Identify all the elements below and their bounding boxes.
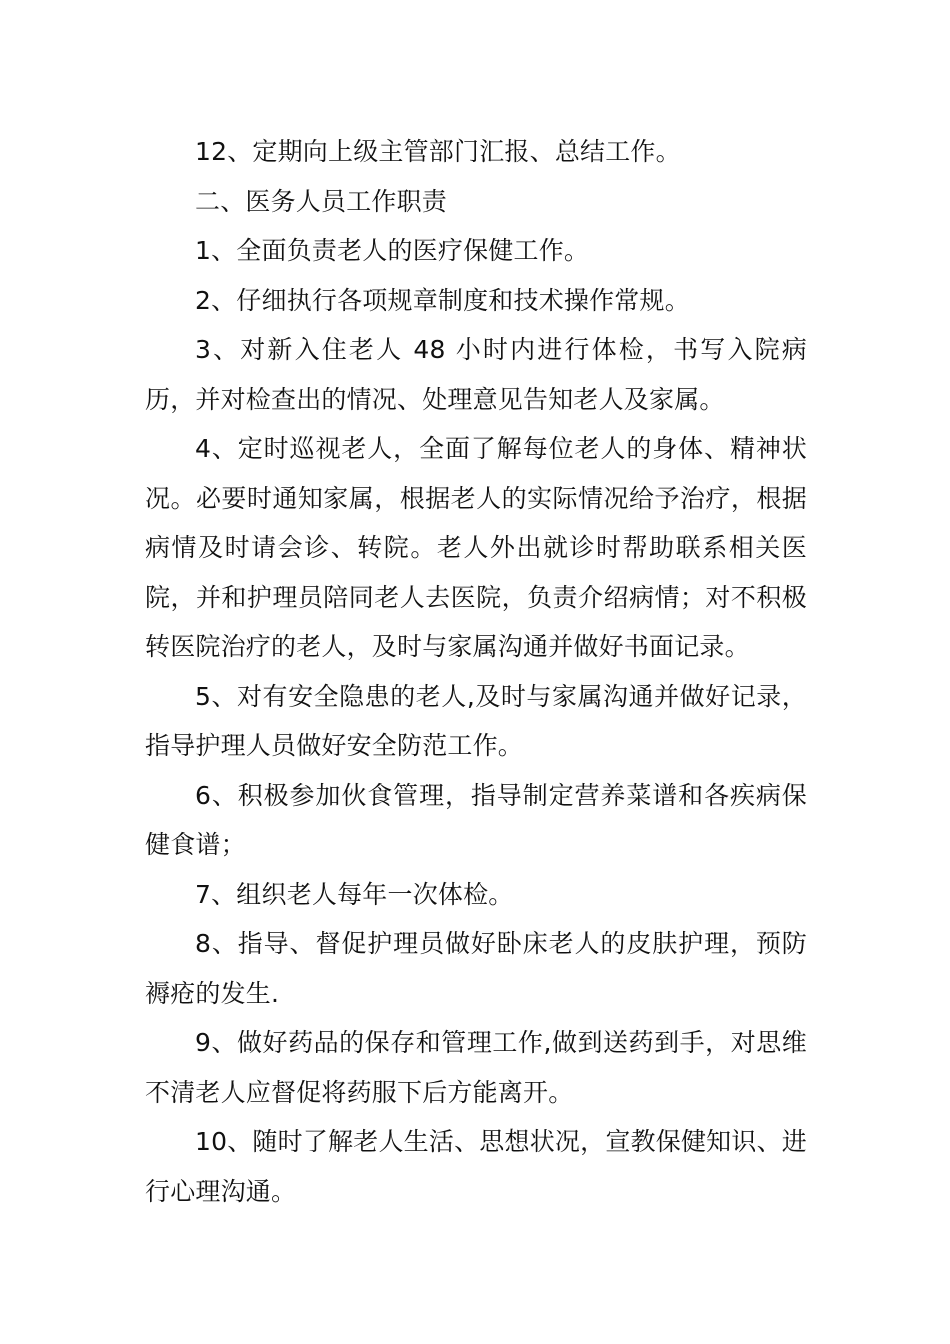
paragraph-item-3: 3、对新入住老人 48 小时内进行体检，书写入院病历，并对检查出的情况、处理意见告知老人及家属。 xyxy=(145,335,807,414)
section-heading-medical-staff-duties: 二、医务人员工作职责 xyxy=(195,186,448,216)
paragraph-item-6: 6、积极参加伙食管理，指导制定营养菜谱和各疾病保健食谱； xyxy=(145,780,807,859)
paragraph-item-9: 9、做好药品的保存和管理工作,做到送药到手，对思维不清老人应督促将药服下后方能离开。 xyxy=(145,1028,807,1107)
paragraph-item-2: 2、仔细执行各项规章制度和技术操作常规。 xyxy=(195,285,690,315)
document-body xyxy=(145,127,807,1216)
paragraph-item-8: 8、指导、督促护理员做好卧床老人的皮肤护理，预防褥疮的发生. xyxy=(145,929,807,1008)
paragraph-item-12-report: 12、定期向上级主管部门汇报、总结工作。 xyxy=(195,137,681,166)
paragraph-item-7: 7、组织老人每年一次体检。 xyxy=(195,879,514,909)
paragraph-item-4: 4、定时巡视老人，全面了解每位老人的身体、精神状况。必要时通知家属，根据老人的实际情况给予治疗，根据病情及时请会诊、转院。老人外出就诊时帮助联系相关医院，并和护理员陪同老人去医院，负责介绍病情；对不积极转医院治疗的老人，及时与家属沟通并做好书面记录。 xyxy=(145,434,807,661)
paragraph-item-10: 10、随时了解老人生活、思想状况，宣教保健知识、进行心理沟通。 xyxy=(145,1127,807,1206)
paragraph-item-1: 1、全面负责老人的医疗保健工作。 xyxy=(195,236,590,265)
paragraph-item-5: 5、对有安全隐患的老人,及时与家属沟通并做好记录，指导护理人员做好安全防范工作。 xyxy=(145,681,807,760)
